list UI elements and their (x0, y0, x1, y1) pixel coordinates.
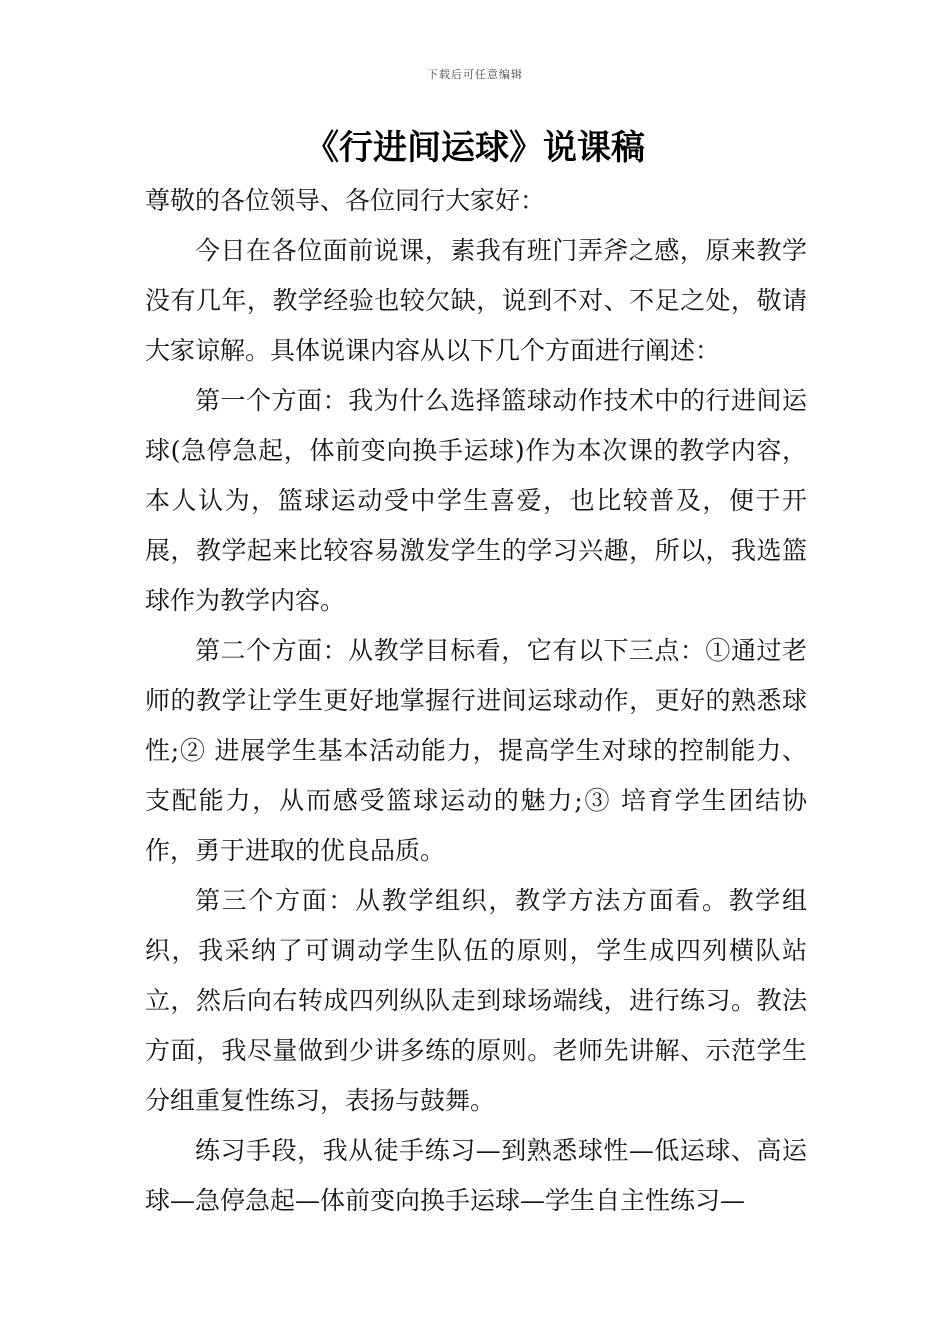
first-aspect-paragraph: 第一个方面：我为什么选择篮球动作技术中的行进间运球(急停急起，体前变向换手运球)作为本次课的教学内容，本人认为，篮球运动受中学生喜爱，也比较普及，便于开展，教学起来比较容易激发学生的学习兴趣，所以，我选篮球作为教学内容。 (145, 386, 807, 615)
greeting-paragraph: 尊敬的各位领导、各位同行大家好： (145, 186, 546, 215)
intro-paragraph: 今日在各位面前说课，素我有班门弄斧之感，原来教学没有几年，教学经验也较欠缺，说到不对、不足之处，敬请大家谅解。具体说课内容从以下几个方面进行阐述： (145, 236, 807, 365)
header-note: 下载后可任意编辑 (427, 68, 523, 81)
second-aspect-paragraph: 第二个方面：从教学目标看，它有以下三点：①通过老师的教学让学生更好地掌握行进间运球动作，更好的熟悉球性;② 进展学生基本活动能力，提高学生对球的控制能力、支配能力，从而感受篮球运动的魅力;③ 培育学生团结协作，勇于进取的优良品质。 (145, 636, 807, 865)
document-body (145, 176, 807, 1226)
practice-methods-paragraph: 练习手段，我从徒手练习—到熟悉球性—低运球、高运球—急停急起—体前变向换手运球—学生自主性练习— (145, 1136, 807, 1215)
third-aspect-paragraph: 第三个方面：从教学组织，教学方法方面看。教学组织，我采纳了可调动学生队伍的原则，学生成四列横队站立，然后向右转成四列纵队走到球场端线，进行练习。教法方面，我尽量做到少讲多练的原则。老师先讲解、示范学生分组重复性练习，表扬与鼓舞。 (145, 886, 807, 1115)
document-title: 《行进间运球》说课稿 (305, 128, 645, 168)
